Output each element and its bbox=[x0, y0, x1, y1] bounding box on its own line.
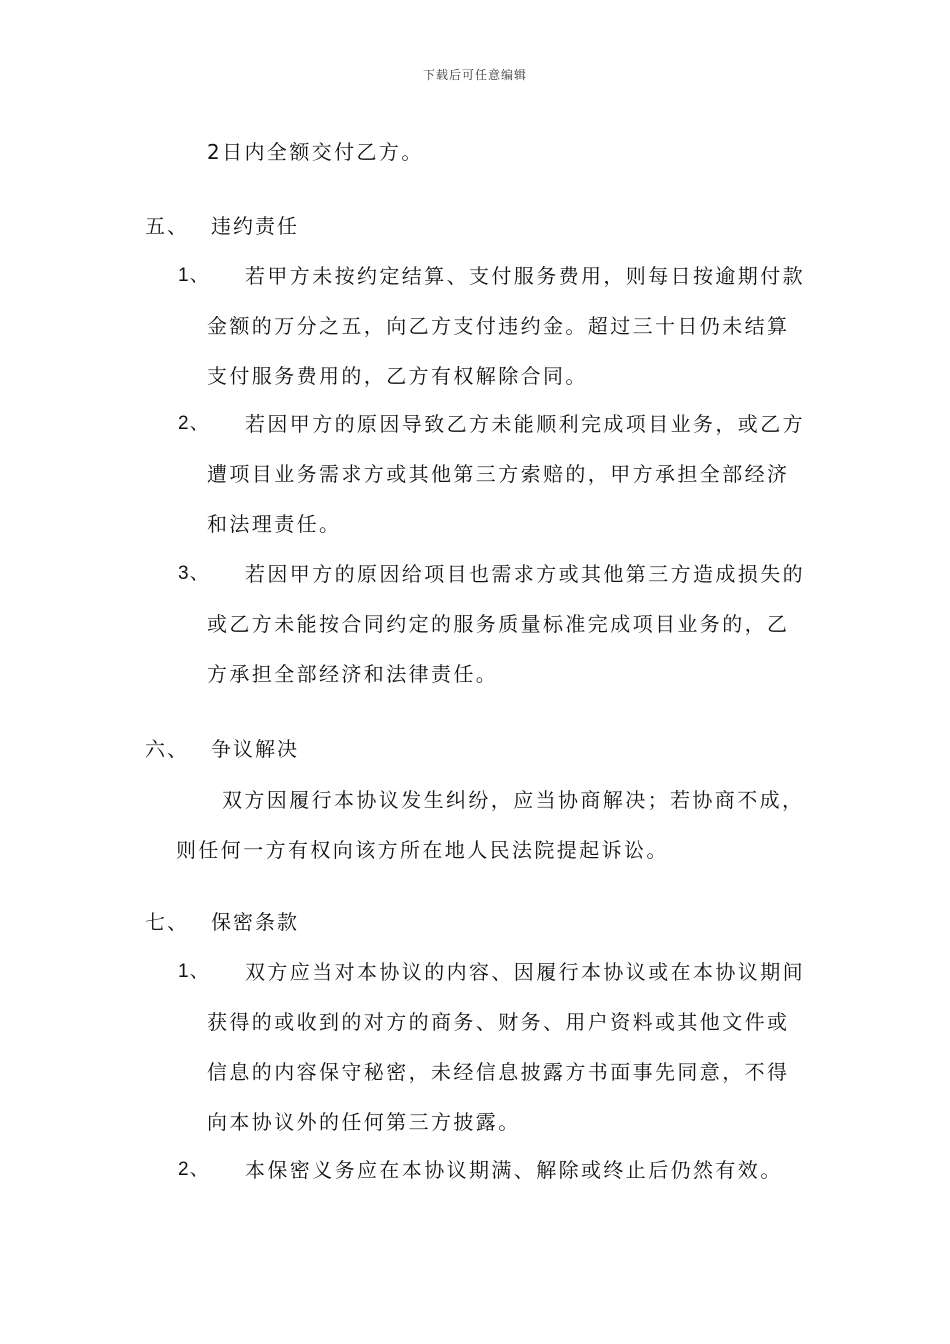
section-5-item-1-line-1: 若甲方未按约定结算、支付服务费用，则每日按逾期付款 bbox=[245, 264, 805, 288]
section-7-item-1-line-2: 获得的或收到的对方的商务、财务、用户资料或其他文件或 bbox=[207, 1010, 790, 1034]
section-6-number: 六、 bbox=[145, 737, 189, 761]
section-7-item-1-line-3: 信息的内容保守秘密，未经信息披露方书面事先同意，不得 bbox=[207, 1060, 790, 1084]
section-6-line-2: 则任何一方有权向该方所在地人民法院提起诉讼。 bbox=[176, 838, 669, 862]
section-5-number: 五、 bbox=[145, 214, 189, 238]
section-5-item-3-number: 3、 bbox=[178, 563, 210, 584]
section-5-item-3-line-3: 方承担全部经济和法律责任。 bbox=[207, 662, 499, 686]
continuation-line: 2日内全额交付乙方。 bbox=[207, 140, 424, 164]
section-7-item-1-number: 1、 bbox=[178, 961, 210, 982]
section-5-item-1-line-3: 支付服务费用的，乙方有权解除合同。 bbox=[207, 364, 588, 388]
section-5-title: 违约责任 bbox=[211, 214, 299, 238]
section-5-item-2-line-3: 和法理责任。 bbox=[207, 512, 342, 536]
section-6-heading bbox=[145, 735, 445, 763]
section-5-item-3-line-2: 或乙方未能按合同约定的服务质量标准完成项目业务的，乙 bbox=[207, 612, 790, 636]
section-7-number: 七、 bbox=[145, 910, 189, 934]
section-7-item-1-line-4: 向本协议外的任何第三方披露。 bbox=[207, 1110, 521, 1134]
section-6-line-1: 双方因履行本协议发生纠纷，应当协商解决；若协商不成， bbox=[222, 788, 805, 812]
section-7-item-2-line-1: 本保密义务应在本协议期满、解除或终止后仍然有效。 bbox=[245, 1158, 783, 1182]
section-5-heading bbox=[145, 212, 445, 240]
page-header: 下载后可任意编辑 bbox=[422, 68, 527, 82]
section-5-item-2-line-1: 若因甲方的原因导致乙方未能顺利完成项目业务，或乙方 bbox=[245, 412, 805, 436]
section-5-item-1-number: 1、 bbox=[178, 265, 210, 286]
section-7-heading bbox=[145, 908, 445, 936]
section-5-item-1-line-2: 金额的万分之五，向乙方支付违约金。超过三十日仍未结算 bbox=[207, 314, 790, 338]
section-6-title: 争议解决 bbox=[211, 737, 299, 761]
section-5-item-2-number: 2、 bbox=[178, 413, 210, 434]
section-7-item-2-number: 2、 bbox=[178, 1159, 210, 1180]
section-7-item-1-line-1: 双方应当对本协议的内容、因履行本协议或在本协议期间 bbox=[245, 960, 805, 984]
section-7-title: 保密条款 bbox=[211, 910, 299, 934]
section-5-item-2-line-2: 遭项目业务需求方或其他第三方索赔的，甲方承担全部经济 bbox=[207, 462, 790, 486]
section-5-item-3-line-1: 若因甲方的原因给项目也需求方或其他第三方造成损失的 bbox=[245, 562, 805, 586]
